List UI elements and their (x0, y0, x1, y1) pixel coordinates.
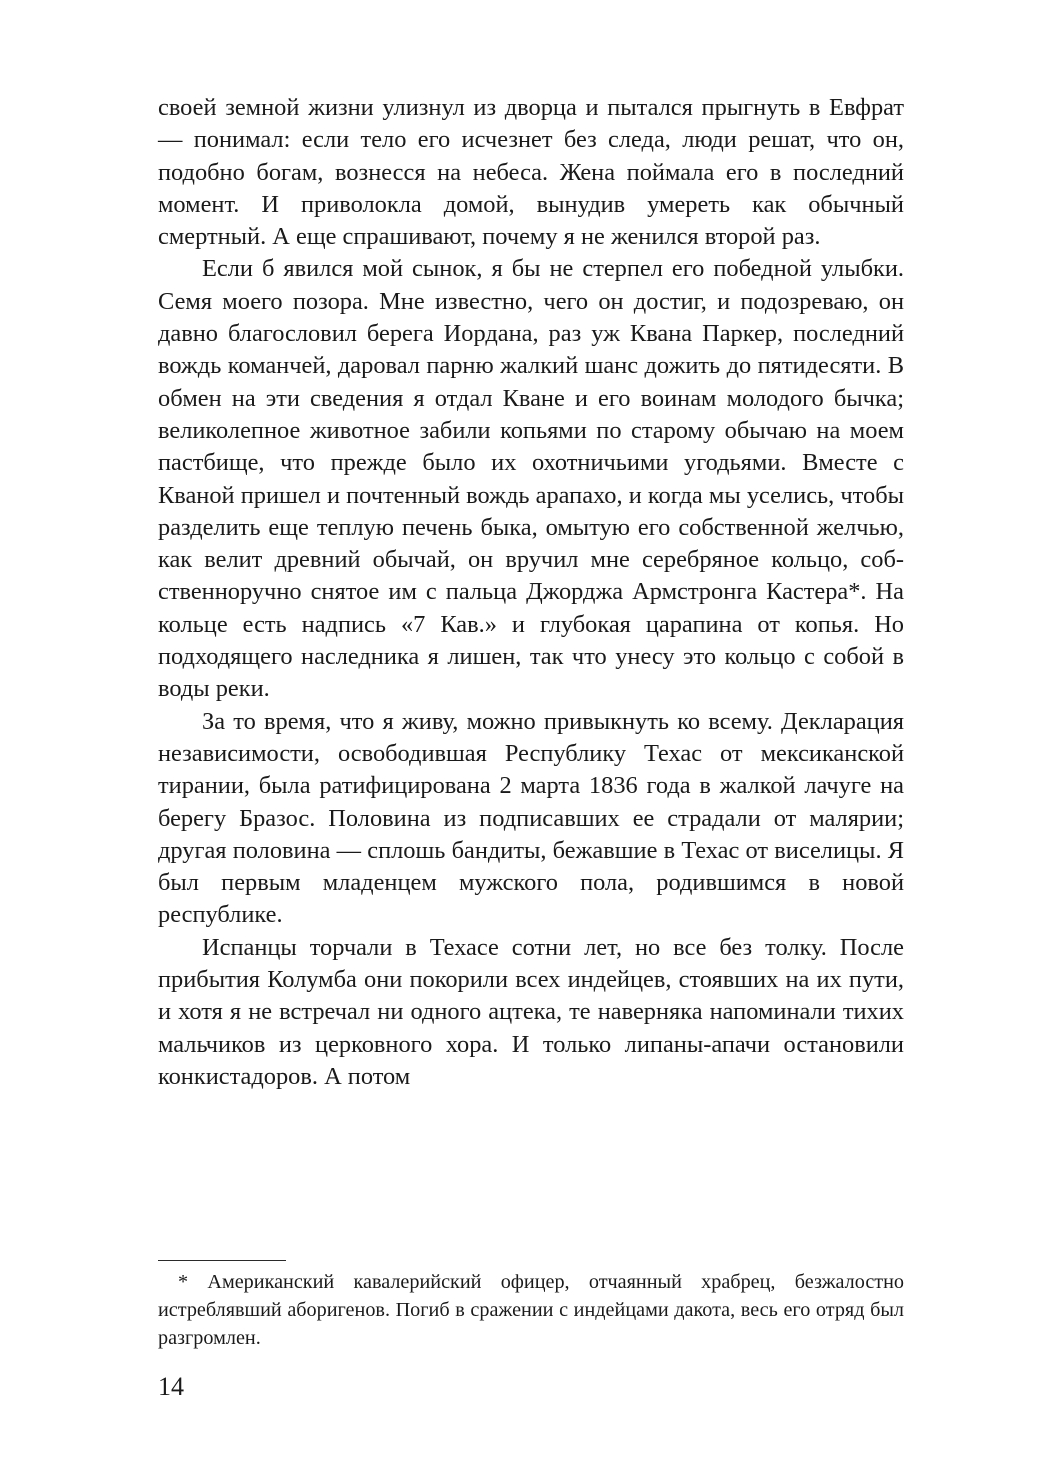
page-number: 14 (158, 1372, 184, 1401)
paragraph-3: За то время, что я живу, можно привыкнуть ко всему. Декларация независимости, освободившая Республику Техас от мексиканской тирании, была ратифицирована 2 марта 1836 года в жалкой лачуге на берегу Бразос. Половина из подписавших ее страдали от малярии; другая половина — сплошь бандиты, бежавшие в Техас от виселицы. Я был первым младенцем мужского пола, родившимся в новой республике. (158, 707, 904, 929)
main-text (158, 92, 904, 1093)
footnote-divider (158, 1260, 286, 1261)
paragraph-2: Если б явился мой сынок, я бы не стерпел его победной улыбки. Семя моего позора. Мне известно, чего он достиг, и подозреваю, он давно благословил берега Иордана, раз уж Квана Паркер, последний вождь команчей, даровал парню жалкий шанс дожить до пятидесяти. В обмен на эти сведения я отдал Кване и его воинам молодого бычка; великолепное животное забили копьями по старому обычаю на моем пастбище, что прежде было их охотничьими угодьями. Вместе с Кваной пришел и почтенный вождь арапахо, и когда мы уселись, чтобы разделить еще теплую печень быка, омытую его собственной желчью, как велит древний обычай, он вручил мне серебряное кольцо, собственноручно снятое им с пальца Джорджа Армстронга Кастера*. На кольце есть надпись «7 Кав.» и глубокая царапина от копья. Но подходящего наследника я лишен, так что унесу это кольцо с собой в воды реки. (158, 255, 904, 703)
page-body (158, 92, 904, 1093)
paragraph-4: Испанцы торчали в Техасе сотни лет, но все без толку. После прибытия Колумба они покорили всех индейцев, стоявших на их пути, и хотя я не встречал ни одного ацтека, те наверняка напоминали тихих мальчиков из церковного хора. И только липаны-апачи остановили конкистадоров. А потом (158, 933, 904, 1090)
paragraph-1: своей земной жизни улизнул из дворца и пытался прыгнуть в Евфрат — понимал: если тело его исчезнет без следа, люди решат, что он, подобно богам, вознесся на небеса. Жена поймала его в последний момент. И приволокла домой, вынудив умереть как обычный смертный. А еще спрашивают, почему я не женился второй раз. (158, 94, 904, 251)
footnote: * Американский кавалерийский офицер, отчаянный храбрец, безжалостно истреблявший аборигенов. Погиб в сражении с индейцами дакота, весь его отряд был разгромлен. (158, 1271, 904, 1349)
